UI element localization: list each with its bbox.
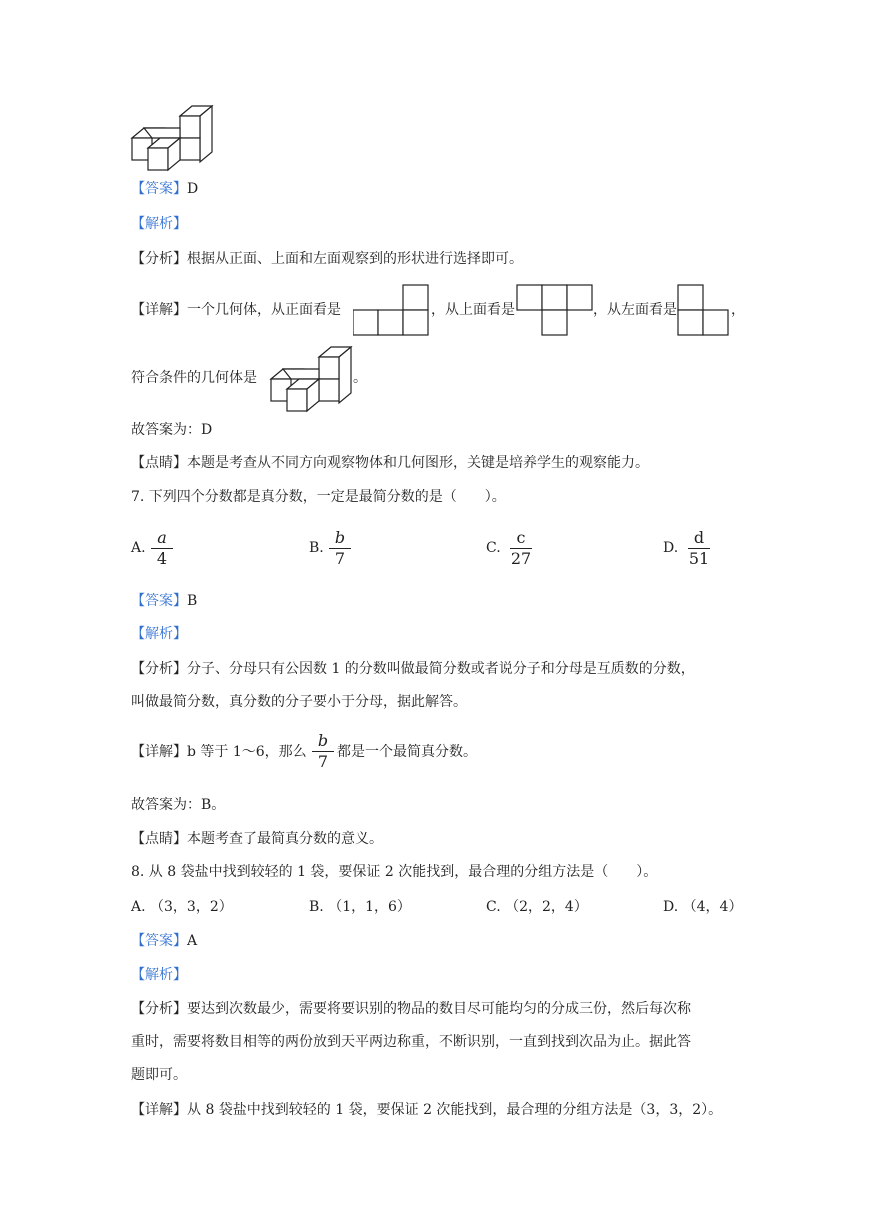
q6-xiangjie-p4: ， (731, 302, 745, 318)
q6-answer (131, 179, 198, 199)
q7-option-a-den: 4 (156, 549, 168, 568)
q7-xiangjie-post: 都是一个最简真分数。 (337, 744, 477, 760)
q6-answer-value: D (187, 181, 199, 197)
q7-dianjing (131, 829, 383, 849)
q8-answer-value: A (187, 933, 198, 949)
q7-dianjing-text: 本题考查了最简真分数的意义。 (187, 831, 383, 847)
q7-option-a-label: A. (131, 540, 146, 556)
q7-xiangjie-fraction (310, 731, 336, 772)
q7-option-b-den: 7 (334, 549, 346, 568)
q8-option-b: B. （1，1，6） (309, 899, 411, 915)
q7-option-c-fraction (508, 528, 534, 569)
q6-fenxi-tag: 【分析】 (131, 251, 187, 267)
left-view-figure (677, 284, 731, 336)
q6-xiangjie-line2: 符合条件的几何体是 (131, 370, 257, 386)
q7-dianjing-tag: 【点睛】 (131, 831, 187, 847)
q8-answer-tag: 【答案】 (131, 933, 187, 949)
q6-xiangjie-period: 。 (353, 370, 367, 386)
q6-xiangjie-tag: 【详解】 (131, 302, 187, 318)
q6-fenxi (131, 249, 523, 269)
q8-option-d: D. （4，4） (663, 899, 743, 915)
q8-answer (131, 931, 197, 951)
q7-option-a-num: a (157, 528, 167, 547)
q7-option-d-label: D. (663, 540, 679, 556)
q7-xiangjie (131, 742, 307, 762)
q6-xiangjie-p3: ，从左面看是 (593, 302, 677, 318)
q8-fenxi-line1 (131, 999, 691, 1019)
q7-fenxi-text1: 分子、分母只有公因数 1 的分数叫做最简分数或者说分子和分母是互质数的分数， (187, 661, 695, 677)
q8-stem: 8. 从 8 袋盐中找到较轻的 1 袋，要保证 2 次能找到，最合理的分组方法是（ ）。 (131, 864, 658, 880)
q6-dianjing (131, 453, 649, 473)
q7-xiangjie-den: 7 (317, 752, 329, 771)
q7-answer (131, 591, 197, 611)
q7-option-d-fraction (686, 528, 712, 569)
q7-answer-tag: 【答案】 (131, 593, 187, 609)
q8-option-a: A. （3，3，2） (131, 899, 233, 915)
q8-analysis-tag: 【解析】 (131, 967, 187, 983)
q6-xiangjie-p1 (131, 300, 341, 320)
q8-fenxi-line2: 重时，需要将数目相等的两份放到天平两边称重，不断识别，一直到找到次品为止。据此答 (131, 1034, 691, 1050)
q8-fenxi-line3: 题即可。 (131, 1067, 187, 1083)
q7-option-d-den: 51 (688, 549, 710, 568)
q7-xiangjie-pre: b 等于 1～6，那么 (187, 744, 307, 760)
q8-xiangjie (131, 1100, 722, 1120)
q6-fenxi-text: 根据从正面、上面和左面观察到的形状进行选择即可。 (187, 251, 523, 267)
front-view-figure (353, 284, 431, 336)
q6-analysis-tag: 【解析】 (131, 216, 187, 232)
q7-fenxi-line1 (131, 659, 695, 679)
q6-dianjing-text: 本题是考查从不同方向观察物体和几何图形，关键是培养学生的观察能力。 (187, 455, 649, 471)
q7-option-d-num: d (693, 528, 705, 547)
q6-dianjing-tag: 【点睛】 (131, 455, 187, 471)
solid-figure-top (128, 102, 218, 172)
q7-option-c-label: C. (486, 540, 501, 556)
q7-option-c-den: 27 (510, 549, 532, 568)
q6-xiangjie-p2: ，从上面看是 (431, 302, 515, 318)
q7-xiangjie-num: b (317, 731, 329, 750)
q7-option-c-num: c (516, 528, 526, 547)
q6-answer-tag: 【答案】 (131, 181, 187, 197)
q7-option-a-fraction (149, 528, 175, 569)
q7-fenxi-tag: 【分析】 (131, 661, 187, 677)
q7-analysis-tag: 【解析】 (131, 626, 187, 642)
q7-stem: 7. 下列四个分数都是真分数，一定是最简分数的是（ ）。 (131, 489, 506, 505)
q7-answer-value: B (187, 593, 198, 609)
top-view-figure (516, 284, 594, 336)
q8-fenxi-text1: 要达到次数最少，需要将要识别的物品的数目尽可能均匀的分成三份，然后每次称 (187, 1001, 691, 1017)
q8-fenxi-tag: 【分析】 (131, 1001, 187, 1017)
q8-option-c: C. （2，2，4） (486, 899, 588, 915)
q7-option-b-label: B. (309, 540, 324, 556)
solid-figure-answer (267, 343, 357, 413)
q8-xiangjie-tag: 【详解】 (131, 1102, 187, 1118)
q7-xiangjie-tag: 【详解】 (131, 744, 187, 760)
q7-fenxi-line2: 叫做最简分数，真分数的分子要小于分母，据此解答。 (131, 694, 467, 710)
q8-xiangjie-text: 从 8 袋盐中找到较轻的 1 袋，要保证 2 次能找到，最合理的分组方法是（3，3，2）。 (187, 1102, 723, 1118)
q6-conclusion: 故答案为：D (131, 422, 213, 438)
q6-xiangjie-text1: 一个几何体，从正面看是 (187, 302, 341, 318)
q7-option-b-num: b (334, 528, 346, 547)
q7-conclusion: 故答案为：B。 (131, 797, 226, 813)
q7-option-b-fraction (327, 528, 353, 569)
